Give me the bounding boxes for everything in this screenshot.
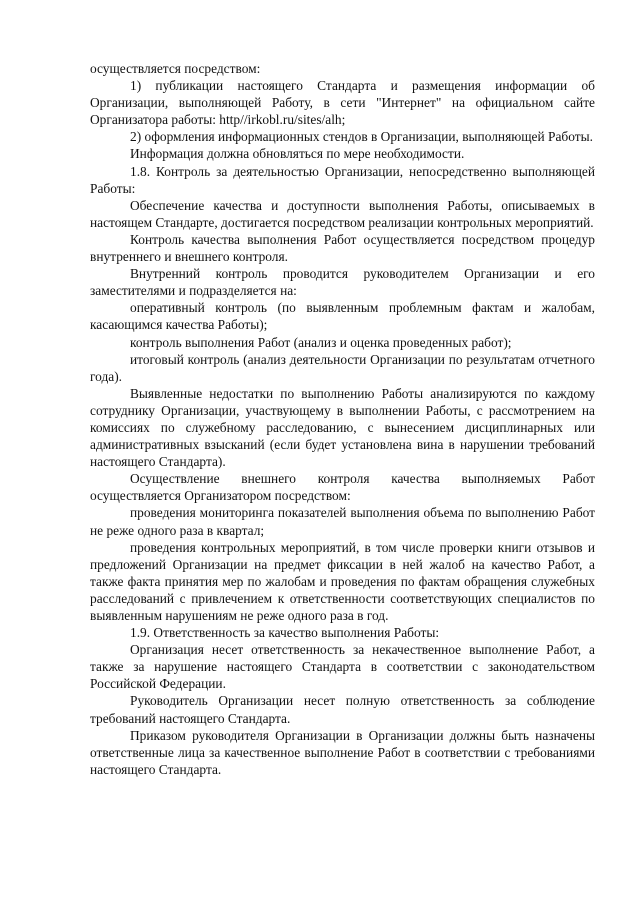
paragraph-control-measures: проведения контрольных мероприятий, в том числе проверки книги отзывов и предложений Организации на предмет фиксации в ней жалоб на качество Работ, а также факта принятия мер по жалобам и проведения по фактам обращения служебных расследований с привлечением к ответственности соответствующих специалистов по выявленным нарушениям не реже одного раза в год. — [90, 539, 595, 623]
document-page — [90, 60, 595, 778]
paragraph-internal-control: Внутренний контроль проводится руководителем Организации и его заместителями и подразделяется на: — [90, 266, 595, 299]
paragraph-operational-control: оперативный контроль (по выявленным проблемным фактам и жалобам, касающимся качества Работы); — [90, 300, 595, 333]
paragraph-publication-item: 1) публикации настоящего Стандарта и размещения информации об Организации, выполняющей Работу, в сети "Интернет" на официальном сайте Организатора работы: http//irkobl.ru/sites/alh; — [90, 78, 595, 128]
paragraph-execution-control: контроль выполнения Работ (анализ и оценка проведенных работ); — [130, 334, 512, 350]
section-heading-1-9: 1.9. Ответственность за качество выполнения Работы: — [130, 625, 440, 641]
paragraph-update-note: Информация должна обновляться по мере необходимости. — [130, 146, 465, 162]
paragraph-continuation: осуществляется посредством: — [90, 61, 261, 76]
paragraph-stands-item: 2) оформления информационных стендов в Организации, выполняющей Работы. — [130, 129, 593, 145]
paragraph-monitoring: проведения мониторинга показателей выполнения объема по выполнению Работ не реже одного раза в квартал; — [90, 505, 595, 538]
paragraph-deficiencies: Выявленные недостатки по выполнению Работы анализируются по каждому сотруднику Организации, участвующему в выполнении Работы, с рассмотрением на комиссиях по служебному расследованию, с вынесением дисциплинарных или административных взысканий (если будет установлена вина в нарушении требований настоящего Стандарта). — [90, 385, 595, 470]
paragraph-external-control: Осуществление внешнего контроля качества выполняемых Работ осуществляется Организатором посредством: — [90, 471, 595, 504]
paragraph-quality-control: Контроль качества выполнения Работ осуществляется посредством процедур внутреннего и внешнего контроля. — [90, 231, 595, 265]
section-heading-1-8: 1.8. Контроль за деятельностью Организации, непосредственно выполняющей Работы: — [90, 163, 595, 196]
paragraph-organization-liability: Организация несет ответственность за некачественное выполнение Работ, а также за нарушение настоящего Стандарта в соответствии с законодательством Российской Федерации. — [90, 642, 595, 692]
paragraph-quality-assurance: Обеспечение качества и доступности выполнения Работы, описываемых в настоящем Стандарте, достигается посредством реализации контрольных мероприятий. — [90, 197, 595, 230]
paragraph-director-liability: Руководитель Организации несет полную ответственность за соблюдение требований настоящего Стандарта. — [90, 693, 595, 726]
paragraph-responsible-persons: Приказом руководителя Организации в Организации должны быть назначены ответственные лица за качественное выполнение Работ в соответствии с требованиями настоящего Стандарта. — [90, 727, 595, 777]
paragraph-final-control: итоговый контроль (анализ деятельности Организации по результатам отчетного года). — [90, 351, 595, 384]
